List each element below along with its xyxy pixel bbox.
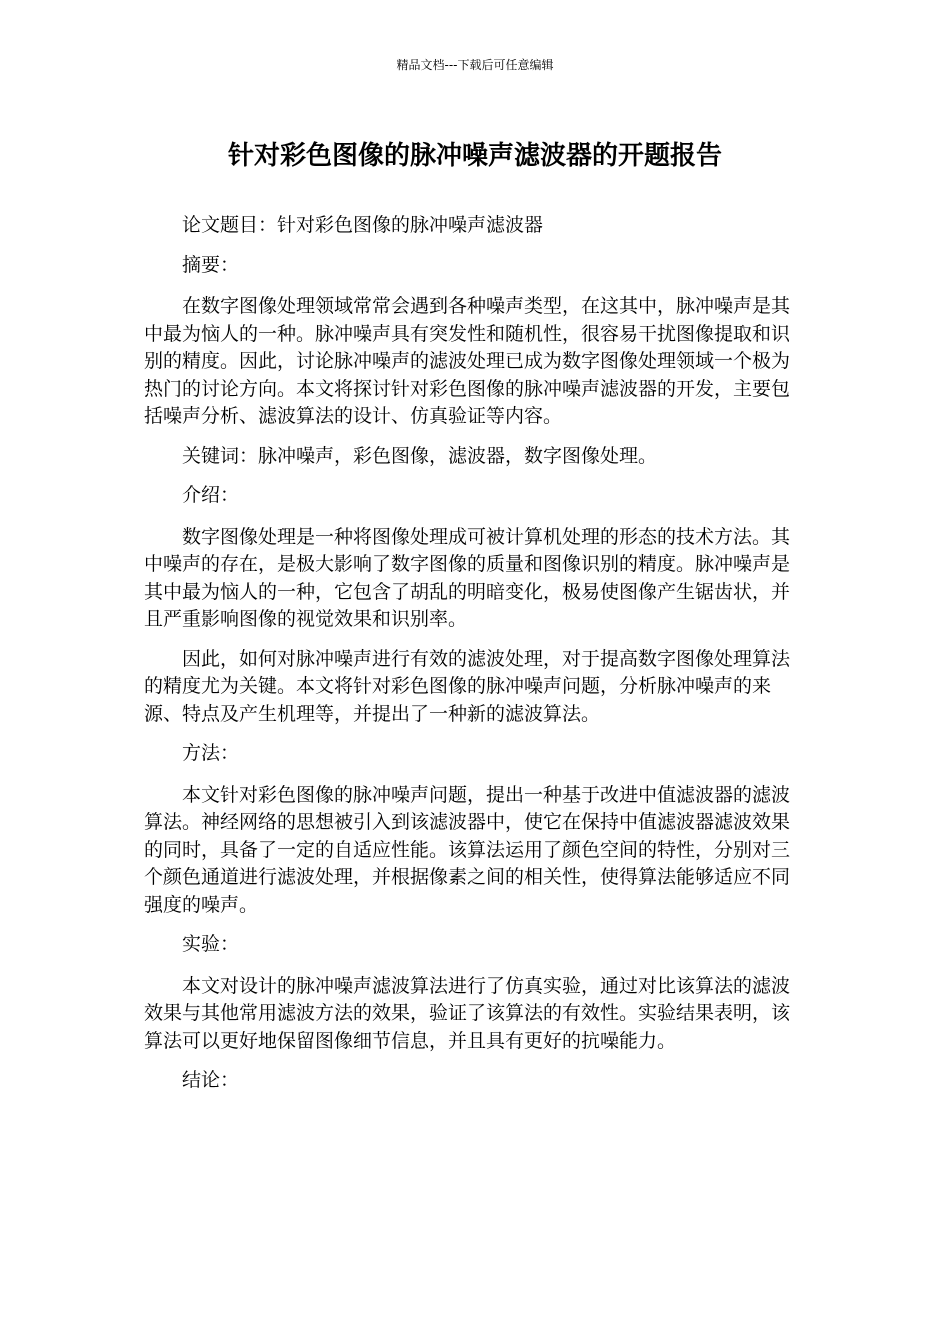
document-title: 针对彩色图像的脉冲噪声滤波器的开题报告 — [227, 141, 722, 171]
intro-label: 介绍： — [182, 484, 240, 506]
method-paragraph: 本文针对彩色图像的脉冲噪声问题，提出一种基于改进中值滤波器的滤波算法。神经网络的思想被引入到该滤波器中，使它在保持中值滤波器滤波效果的同时，具备了一定的自适应性能。该算法运用了颜色空间的特性，分别对三个颜色通道进行滤波处理，并根据像素之间的相关性，使得算法能够适应不同强度的噪声。 — [144, 783, 791, 916]
intro-paragraph-2: 因此，如何对脉冲噪声进行有效的滤波处理，对于提高数字图像处理算法的精度尤为关键。本文将针对彩色图像的脉冲噪声问题，分析脉冲噪声的来源、特点及产生机理等，并提出了一种新的滤波算法。 — [144, 647, 791, 725]
document-body — [144, 212, 804, 1109]
thesis-title-line: 论文题目：针对彩色图像的脉冲噪声滤波器 — [182, 214, 544, 236]
abstract-paragraph: 在数字图像处理领域常常会遇到各种噪声类型，在这其中，脉冲噪声是其中最为恼人的一种。脉冲噪声具有突发性和随机性，很容易干扰图像提取和识别的精度。因此，讨论脉冲噪声的滤波处理已成为数字图像处理领域一个极为热门的讨论方向。本文将探讨针对彩色图像的脉冲噪声滤波器的开发，主要包括噪声分析、滤波算法的设计、仿真验证等内容。 — [144, 295, 791, 427]
abstract-label: 摘要： — [182, 253, 240, 276]
method-label: 方法： — [182, 742, 240, 764]
conclusion-label: 结论： — [182, 1069, 240, 1091]
experiment-paragraph: 本文对设计的脉冲噪声滤波算法进行了仿真实验，通过对比该算法的滤波效果与其他常用滤波方法的效果，验证了该算法的有效性。实验结果表明，该算法可以更好地保留图像细节信息，并且具有更好的抗噪能力。 — [144, 974, 791, 1052]
intro-paragraph-1: 数字图像处理是一种将图像处理成可被计算机处理的形态的技术方法。其中噪声的存在，是极大影响了数字图像的质量和图像识别的精度。脉冲噪声是其中最为恼人的一种，它包含了胡乱的明暗变化，极易使图像产生锯齿状，并且严重影响图像的视觉效果和识别率。 — [144, 525, 791, 630]
page-header: 精品文档---下载后可任意编辑 — [396, 58, 554, 72]
experiment-label: 实验： — [182, 933, 240, 955]
keywords-line: 关键词：脉冲噪声，彩色图像，滤波器，数字图像处理。 — [182, 444, 658, 467]
